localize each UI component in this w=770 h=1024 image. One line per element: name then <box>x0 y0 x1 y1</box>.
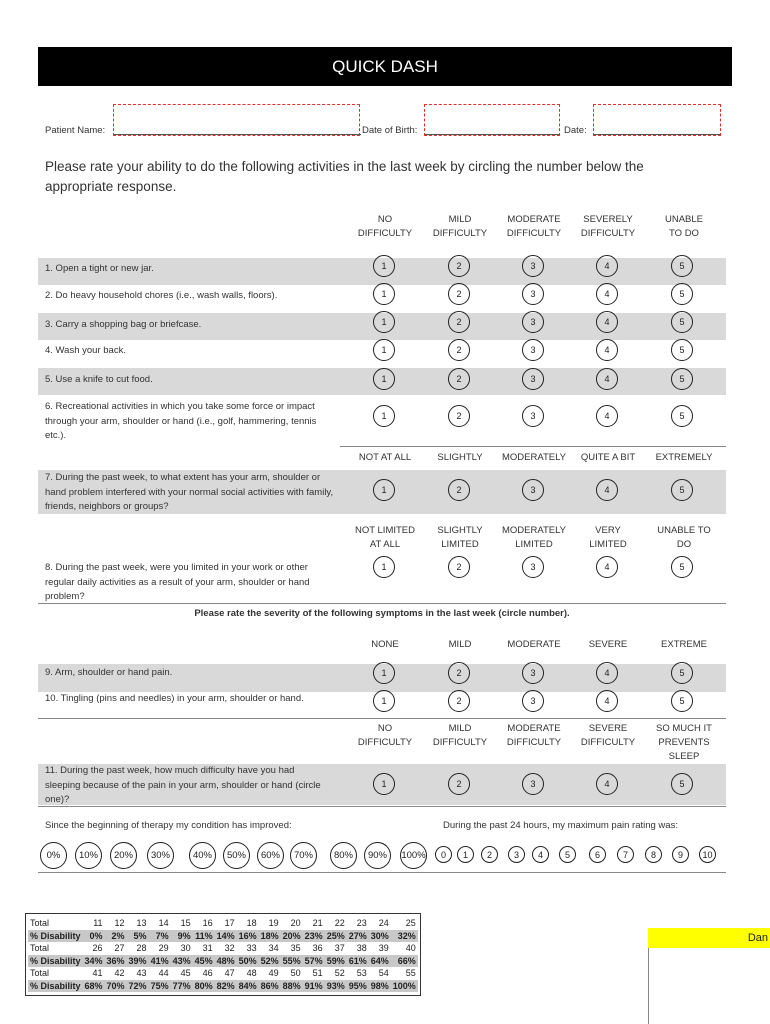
scale-header-1: NO DIFFICULTY <box>357 723 413 748</box>
table-cell: 50% <box>238 955 257 966</box>
table-cell: 82% <box>216 980 235 991</box>
table-cell: Total <box>30 943 50 954</box>
improvement-option[interactable]: 80% <box>330 842 357 869</box>
table-cell: 72% <box>128 980 147 991</box>
scale-header-3: MODERATE DIFFICULTY <box>506 723 562 748</box>
question-text: 1. Open a tight or new jar. <box>45 263 154 274</box>
table-row <box>28 955 418 968</box>
instruction-text: Please rate your ability to do the following activities in the last week by circling the number below the appropriate response. <box>45 159 644 194</box>
table-cell: 52 <box>334 968 345 979</box>
q8-option-5[interactable]: 5 <box>671 556 693 578</box>
patient-name-label: Patient Name: <box>45 125 106 136</box>
score-table-box <box>25 913 421 996</box>
q4-option-2[interactable]: 2 <box>448 339 470 361</box>
table-cell: 36% <box>106 955 125 966</box>
table-cell: 28 <box>136 943 147 954</box>
table-cell: 45 <box>180 968 191 979</box>
table-cell: 44 <box>158 968 169 979</box>
q1-option-4[interactable]: 4 <box>596 255 618 277</box>
table-cell: 14 <box>158 918 169 929</box>
scale-header-5: EXTREME <box>661 639 707 650</box>
pain-option[interactable]: 5 <box>559 846 576 863</box>
table-cell: 20 <box>290 918 301 929</box>
table-cell: 40 <box>405 943 416 954</box>
table-cell: 61% <box>348 955 367 966</box>
table-cell: 27 <box>114 943 125 954</box>
table-cell: 16 <box>202 918 213 929</box>
table-cell: 55% <box>282 955 301 966</box>
table-cell: 55 <box>405 968 416 979</box>
scale-header-1: NO DIFFICULTY <box>357 214 413 239</box>
table-cell: 22 <box>334 918 345 929</box>
q8-option-4[interactable]: 4 <box>596 556 618 578</box>
table-cell: 45% <box>194 955 213 966</box>
q7-option-1[interactable]: 1 <box>373 479 395 501</box>
table-cell: 7% <box>149 930 171 943</box>
q4-option-1[interactable]: 1 <box>373 339 395 361</box>
table-cell: 27% <box>348 930 367 941</box>
table-cell: 77% <box>172 980 191 991</box>
table-row <box>28 980 418 993</box>
table-row <box>28 917 418 930</box>
table-cell: 31 <box>202 943 213 954</box>
q8-option-3[interactable]: 3 <box>522 556 544 578</box>
table-cell: 32 <box>224 943 235 954</box>
table-cell: 49 <box>268 968 279 979</box>
q5-option-2[interactable]: 2 <box>448 368 470 390</box>
table-cell: 70% <box>106 980 125 991</box>
q10-option-4[interactable]: 4 <box>596 690 618 712</box>
date-field[interactable] <box>593 104 721 136</box>
scale-header-2: SLIGHTLY <box>437 452 483 463</box>
scale-header-3: MODERATELY LIMITED <box>501 525 567 550</box>
q11-option-5[interactable]: 5 <box>671 773 693 795</box>
question-text: 11. During the past week, how much difficulty have you had sleeping because of the pain in your arm, shoulder or hand (circle one)? <box>45 765 321 805</box>
table-cell: 52% <box>260 955 279 966</box>
table-cell: 24 <box>378 918 389 929</box>
q10-option-3[interactable]: 3 <box>522 690 544 712</box>
table-cell: 39% <box>128 955 147 966</box>
table-cell: 25 <box>405 918 416 929</box>
q6-option-2[interactable]: 2 <box>448 405 470 427</box>
improvement-option[interactable]: 40% <box>189 842 216 869</box>
q6-option-1[interactable]: 1 <box>373 405 395 427</box>
table-cell: 48% <box>216 955 235 966</box>
table-cell: % Disability <box>30 980 81 991</box>
improvement-option[interactable]: 30% <box>147 842 174 869</box>
scale-header-1: NOT LIMITED AT ALL <box>355 525 415 550</box>
table-cell: 32% <box>391 930 418 943</box>
q6-option-5[interactable]: 5 <box>671 405 693 427</box>
question-text: 9. Arm, shoulder or hand pain. <box>45 667 173 678</box>
q2-option-3[interactable]: 3 <box>522 283 544 305</box>
scale-header-4: SEVERE <box>588 639 628 650</box>
q7-option-4[interactable]: 4 <box>596 479 618 501</box>
table-cell: 86% <box>260 980 279 991</box>
pain-option[interactable]: 10 <box>699 846 716 863</box>
q8-option-1[interactable]: 1 <box>373 556 395 578</box>
pain-option[interactable]: 9 <box>672 846 689 863</box>
q7-option-2[interactable]: 2 <box>448 479 470 501</box>
q4-option-4[interactable]: 4 <box>596 339 618 361</box>
table-cell: 88% <box>282 980 301 991</box>
q5-option-4[interactable]: 4 <box>596 368 618 390</box>
q4-option-3[interactable]: 3 <box>522 339 544 361</box>
table-cell: 46 <box>202 968 213 979</box>
table-cell: 98% <box>370 980 389 991</box>
question-text: 10. Tingling (pins and needles) in your arm, shoulder or hand. <box>45 693 304 704</box>
table-cell: 12 <box>114 918 125 929</box>
q9-option-5[interactable]: 5 <box>671 662 693 684</box>
q6-option-4[interactable]: 4 <box>596 405 618 427</box>
table-cell: 23 <box>356 918 367 929</box>
improvement-option[interactable]: 0% <box>40 842 67 869</box>
table-cell: 35 <box>290 943 301 954</box>
question-text: 4. Wash your back. <box>45 345 126 356</box>
improvement-option[interactable]: 70% <box>290 842 317 869</box>
table-cell: 93% <box>326 980 345 991</box>
q3-option-5[interactable]: 5 <box>671 311 693 333</box>
q1-option-2[interactable]: 2 <box>448 255 470 277</box>
scale-header-2: MILD DIFFICULTY <box>432 723 488 748</box>
table-cell: 14% <box>216 930 235 941</box>
table-cell: 51 <box>312 968 323 979</box>
table-cell: 15 <box>180 918 191 929</box>
score-table <box>28 917 418 992</box>
table-cell: 84% <box>238 980 257 991</box>
question-text: 8. During the past week, were you limited in your work or other regular daily activities as a result of your arm, shoulder or hand problem? <box>45 562 310 602</box>
question-text: 3. Carry a shopping bag or briefcase. <box>45 319 202 330</box>
q3-option-3[interactable]: 3 <box>522 311 544 333</box>
table-cell: 57% <box>304 955 323 966</box>
improvement-option[interactable]: 10% <box>75 842 102 869</box>
table-cell: 11% <box>193 930 215 943</box>
divider <box>38 718 726 719</box>
improvement-option[interactable]: 90% <box>364 842 391 869</box>
severity-instruction: Please rate the severity of the following symptoms in the last week (circle number). <box>194 608 570 619</box>
table-cell: 59% <box>326 955 345 966</box>
table-cell: 25% <box>326 930 345 941</box>
table-cell: Total <box>30 968 50 979</box>
table-cell: Total <box>30 918 50 929</box>
table-cell: 19 <box>268 918 279 929</box>
table-cell: 17 <box>224 918 235 929</box>
table-row <box>28 967 418 980</box>
table-cell: 43% <box>172 955 191 966</box>
improvement-option[interactable]: 50% <box>223 842 250 869</box>
table-cell: 36 <box>312 943 323 954</box>
table-cell: 43 <box>136 968 147 979</box>
dob-label: Date of Birth: <box>362 125 418 136</box>
side-cell <box>648 928 770 948</box>
table-cell: 100% <box>392 980 416 991</box>
form-title: QUICK DASH <box>38 47 732 86</box>
table-cell: 91% <box>304 980 323 991</box>
table-cell: 13 <box>136 918 147 929</box>
scale-header-4: QUITE A BIT <box>580 452 636 463</box>
q1-option-5[interactable]: 5 <box>671 255 693 277</box>
scale-header-2: MILD <box>448 639 472 650</box>
divider <box>38 872 726 873</box>
q6-option-3[interactable]: 3 <box>522 405 544 427</box>
table-cell: % Disability <box>30 955 81 966</box>
q2-option-1[interactable]: 1 <box>373 283 395 305</box>
q11-option-2[interactable]: 2 <box>448 773 470 795</box>
table-cell: 20% <box>282 930 301 941</box>
q3-option-2[interactable]: 2 <box>448 311 470 333</box>
question-text: 7. During the past week, to what extent has your arm, shoulder or hand problem interfered with your normal social activities with family, friends, neighbors or groups? <box>45 472 334 512</box>
q5-option-5[interactable]: 5 <box>671 368 693 390</box>
scale-header-1: NOT AT ALL <box>358 452 412 463</box>
table-cell: 80% <box>194 980 213 991</box>
scale-header-4: SEVERELY DIFFICULTY <box>580 214 636 239</box>
scale-header-4: VERY LIMITED <box>589 525 627 550</box>
table-cell: % Disability <box>30 930 81 941</box>
table-cell: 11 <box>93 918 103 929</box>
patient-name-field[interactable] <box>113 104 360 136</box>
side-label: Dan <box>747 932 768 944</box>
q10-option-2[interactable]: 2 <box>448 690 470 712</box>
table-cell: 16% <box>238 930 257 941</box>
scale-header-1: NONE <box>371 639 399 650</box>
table-cell: 9% <box>171 930 193 943</box>
table-cell: 18 <box>246 918 257 929</box>
pain-option[interactable]: 8 <box>645 846 662 863</box>
scale-header-3: MODERATE <box>507 639 561 650</box>
improvement-label: Since the beginning of therapy my condition has improved: <box>45 820 292 831</box>
table-cell: 95% <box>348 980 367 991</box>
question-text: 5. Use a knife to cut food. <box>45 374 153 385</box>
q9-option-1[interactable]: 1 <box>373 662 395 684</box>
table-cell: 18% <box>260 930 279 941</box>
q1-option-1[interactable]: 1 <box>373 255 395 277</box>
table-cell: 42 <box>114 968 125 979</box>
table-cell: 34 <box>268 943 279 954</box>
q4-option-5[interactable]: 5 <box>671 339 693 361</box>
table-cell: 41 <box>92 968 103 979</box>
table-cell: 54 <box>378 968 389 979</box>
table-cell: 68% <box>84 980 103 991</box>
table-cell: 30 <box>180 943 191 954</box>
scale-header-2: SLIGHTLY LIMITED <box>437 525 483 550</box>
table-cell: 50 <box>290 968 301 979</box>
q5-option-1[interactable]: 1 <box>373 368 395 390</box>
q7-option-3[interactable]: 3 <box>522 479 544 501</box>
q2-option-2[interactable]: 2 <box>448 283 470 305</box>
table-cell: 29 <box>158 943 169 954</box>
scale-header-5: EXTREMELY <box>655 452 713 463</box>
q8-option-2[interactable]: 2 <box>448 556 470 578</box>
date-label: Date: <box>564 125 587 136</box>
question-text: 2. Do heavy household chores (i.e., wash walls, floors). <box>45 290 278 301</box>
pain-option[interactable]: 7 <box>617 846 634 863</box>
table-cell: 37 <box>334 943 345 954</box>
table-cell: 47 <box>224 968 235 979</box>
table-cell: 39 <box>378 943 389 954</box>
table-cell: 64% <box>370 955 389 966</box>
table-cell: 23% <box>304 930 323 941</box>
q5-option-3[interactable]: 3 <box>522 368 544 390</box>
table-row <box>28 930 418 943</box>
scale-header-2: MILD DIFFICULTY <box>432 214 488 239</box>
table-cell: 5% <box>127 930 149 943</box>
q11-option-1[interactable]: 1 <box>373 773 395 795</box>
table-cell: 2% <box>105 930 127 943</box>
dob-field[interactable] <box>424 104 560 136</box>
divider <box>38 806 726 807</box>
scale-header-5: UNABLE TO DO <box>657 525 711 550</box>
q2-option-5[interactable]: 5 <box>671 283 693 305</box>
table-cell: 30% <box>370 930 389 941</box>
pain-option[interactable]: 6 <box>589 846 606 863</box>
q10-option-1[interactable]: 1 <box>373 690 395 712</box>
table-cell: 38 <box>356 943 367 954</box>
improvement-option[interactable]: 60% <box>257 842 284 869</box>
q2-option-4[interactable]: 4 <box>596 283 618 305</box>
q9-option-4[interactable]: 4 <box>596 662 618 684</box>
divider <box>38 603 726 604</box>
table-cell: 0% <box>83 930 105 943</box>
table-cell: 21 <box>312 918 323 929</box>
q11-option-3[interactable]: 3 <box>522 773 544 795</box>
scale-header-3: MODERATE DIFFICULTY <box>506 214 562 239</box>
q3-option-1[interactable]: 1 <box>373 311 395 333</box>
question-text: 6. Recreational activities in which you take some force or impact through your arm, shoulder or hand (i.e., golf, hammering, tennis etc.). <box>45 401 317 441</box>
pain-option[interactable]: 1 <box>457 846 474 863</box>
pain-option[interactable]: 3 <box>508 846 525 863</box>
improvement-option[interactable]: 100% <box>400 842 427 869</box>
q7-option-5[interactable]: 5 <box>671 479 693 501</box>
table-cell: 34% <box>84 955 103 966</box>
pain-label: During the past 24 hours, my maximum pain rating was: <box>443 820 678 831</box>
q11-option-4[interactable]: 4 <box>596 773 618 795</box>
scale-header-4: SEVERE DIFFICULTY <box>580 723 636 748</box>
pain-option[interactable]: 4 <box>532 846 549 863</box>
table-row <box>28 942 418 955</box>
scale-header-3: MODERATELY <box>501 452 567 463</box>
table-cell: 48 <box>246 968 257 979</box>
divider <box>340 446 726 447</box>
table-cell: 53 <box>356 968 367 979</box>
q9-option-2[interactable]: 2 <box>448 662 470 684</box>
table-cell: 33 <box>246 943 257 954</box>
table-cell: 66% <box>391 955 418 968</box>
pain-option[interactable]: 2 <box>481 846 498 863</box>
pain-option[interactable]: 0 <box>435 846 452 863</box>
scale-header-5: SO MUCH IT PREVENTS SLEEP <box>656 723 712 762</box>
table-cell: 41% <box>150 955 169 966</box>
table-cell: 26 <box>92 943 103 954</box>
side-line <box>648 948 649 1024</box>
q3-option-4[interactable]: 4 <box>596 311 618 333</box>
improvement-option[interactable]: 20% <box>110 842 137 869</box>
q9-option-3[interactable]: 3 <box>522 662 544 684</box>
table-cell: 75% <box>150 980 169 991</box>
q10-option-5[interactable]: 5 <box>671 690 693 712</box>
scale-header-5: UNABLE TO DO <box>664 214 703 239</box>
q1-option-3[interactable]: 3 <box>522 255 544 277</box>
